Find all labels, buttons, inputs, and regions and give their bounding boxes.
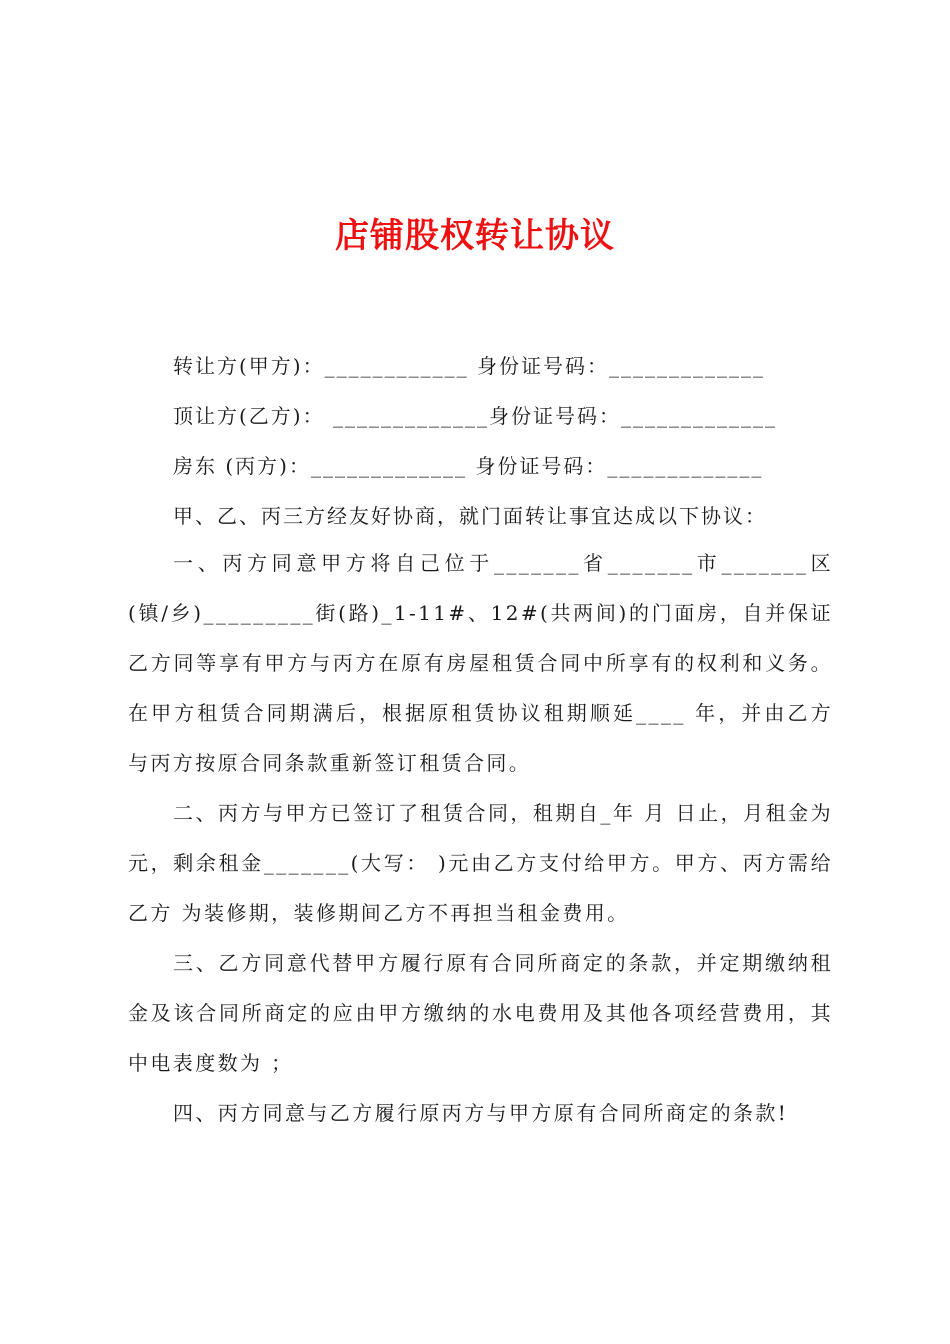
agreement-intro: 甲、乙、丙三方经友好协商，就门面转让事宜达成以下协议： xyxy=(173,504,767,528)
clause-4: 四、丙方同意与乙方履行原丙方与甲方原有合同所商定的条款! xyxy=(173,1101,789,1125)
party-line-transferee: 顶让方(乙方)： _____________身份证号码：_____________ xyxy=(173,404,777,428)
clause-2: 二、丙方与甲方已签订了租赁合同，租期自_年 月 日止，月租金为元，剩余租金_______(大写： )元由乙方支付给甲方。甲方、丙方需给乙方 为装修期，装修期间乙方不再担当租金费用。 xyxy=(128,801,833,925)
document-title: 店铺股权转让协议 xyxy=(335,216,615,256)
clause-3: 三、乙方同意代替甲方履行原有合同所商定的条款，并定期缴纳租金及该合同所商定的应由甲方缴纳的水电费用及其他各项经营费用，其中电表度数为 ； xyxy=(128,951,833,1075)
party-line-landlord: 房东 (丙方)：_____________ 身份证号码：_____________ xyxy=(173,454,764,478)
party-line-transferor: 转让方(甲方)：____________ 身份证号码：_____________ xyxy=(173,354,765,378)
clause-1: 一、丙方同意甲方将自己位于_______省_______市_______区(镇/乡)_________街(路)_1-11#、12#(共两间)的门面房，自并保证乙方同等享有甲方与丙方在原有房屋租赁合同中所享有的权利和义务。在甲方租赁合同期满后，根据原租赁协议租期顺延____ 年，并由乙方与丙方按原合同条款重新签订租赁合同。 xyxy=(128,551,833,775)
